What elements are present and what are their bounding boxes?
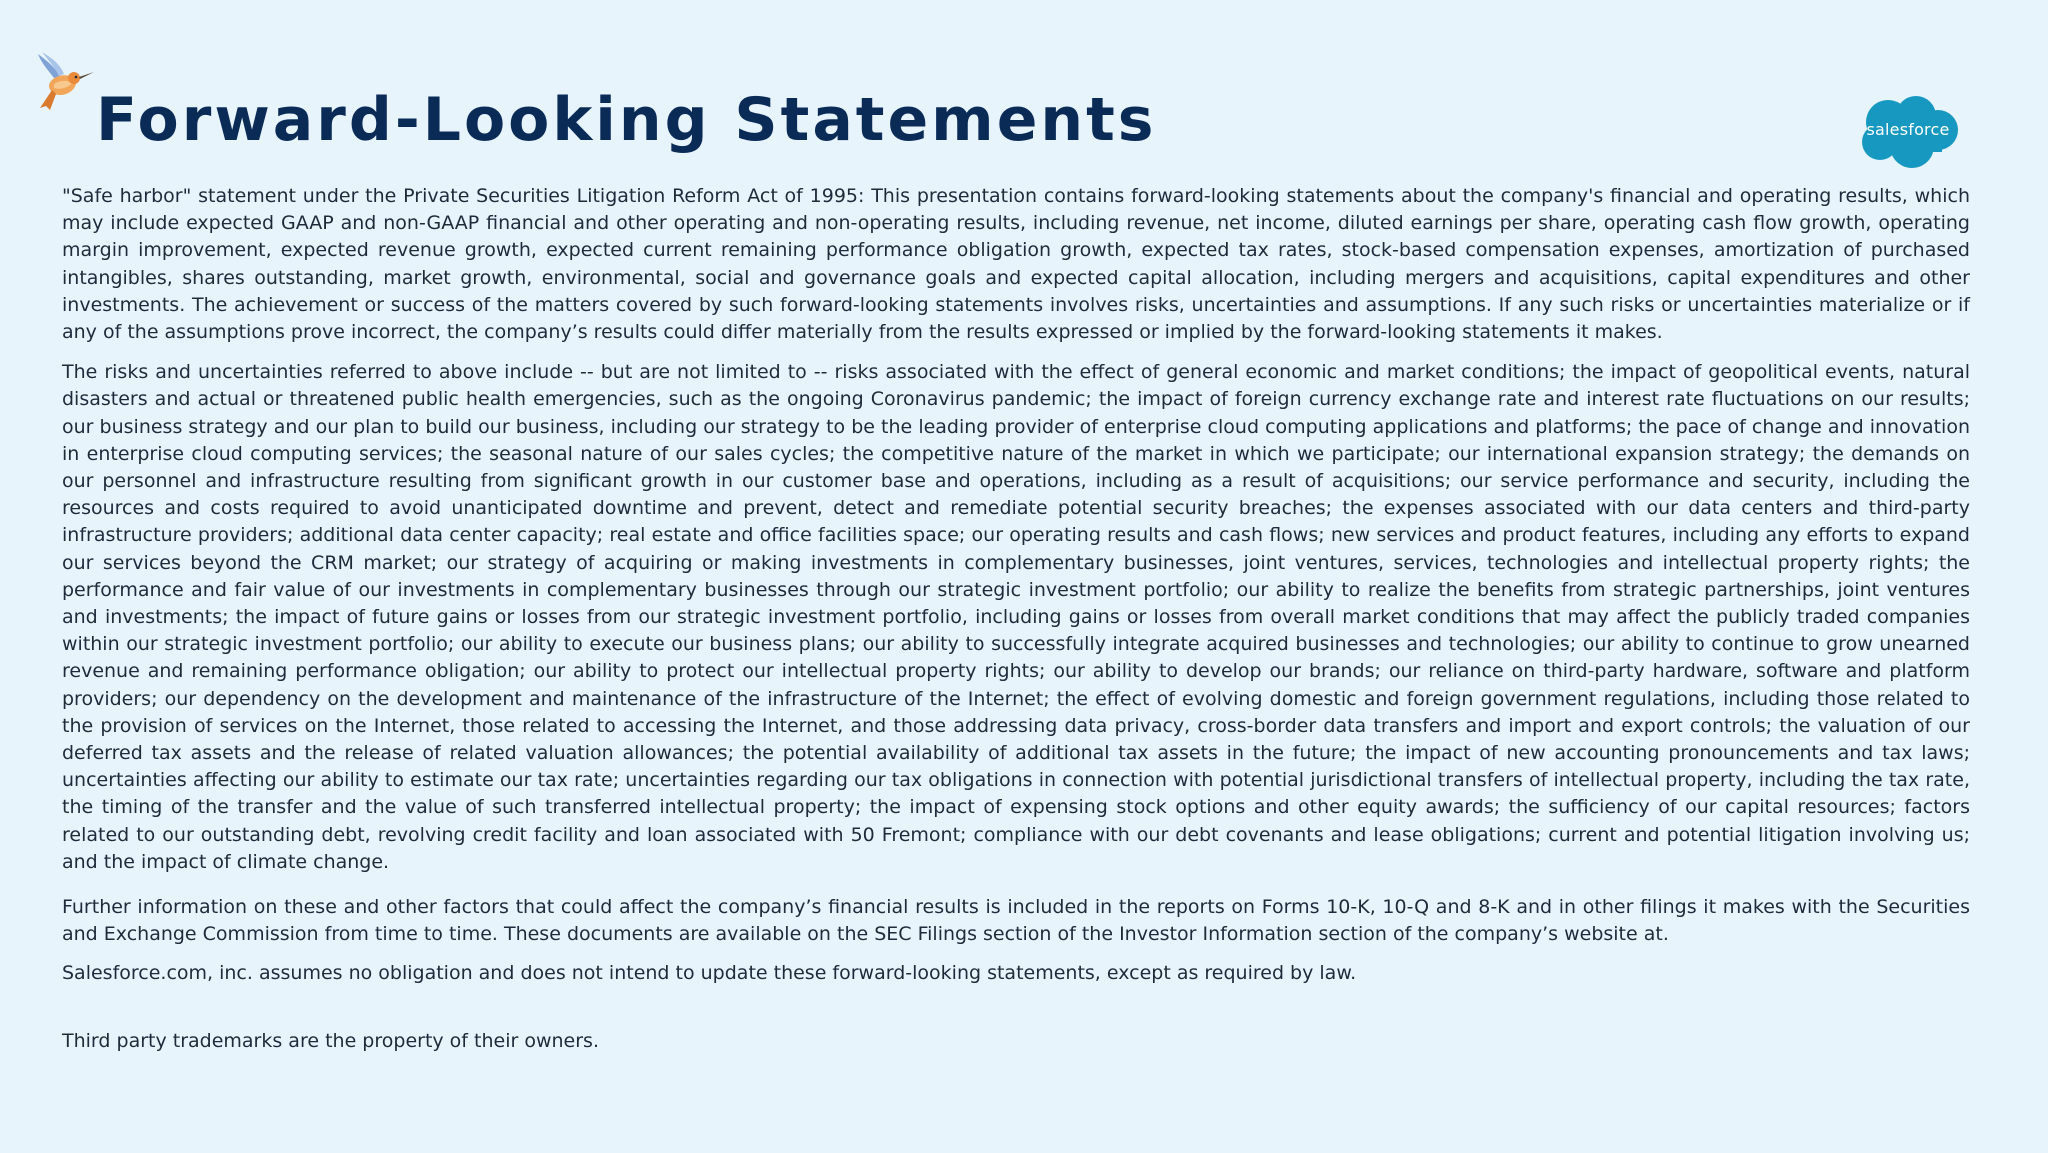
salesforce-logo: [1852, 92, 1964, 172]
hummingbird-icon: [32, 50, 100, 118]
safe-harbor-paragraph: "Safe harbor" statement under the Private Securities Litigation Reform Act of 1995: This presentation contains forward-looking statements about the company's financial and operating results, which may include expected GAAP and non-GAAP financial and other operating and non-operating results, including revenue, net income, diluted earnings per share, operating cash flow growth, operating margin improvement, expected revenue growth, expected current remaining performance obligation growth, expected tax rates, stock-based compensation expenses, amortization of purchased intangibles, shares outstanding, market growth, environmental, social and governance goals and expected capital allocation, including mergers and acquisitions, capital expenditures and other investments. The achievement or success of the matters covered by such forward-looking statements involves risks, uncertainties and assumptions. If any such risks or uncertainties materialize or if any of the assumptions prove incorrect, the company’s results could differ materially from the results expressed or implied by the forward-looking statements it makes.: [62, 185, 1970, 344]
further-information-paragraph: Further information on these and other factors that could affect the company’s financial results is included in the reports on Forms 10-K, 10-Q and 8-K and in other filings it makes with the Securities and Exchange Commission from time to time. These documents are available on the SEC Filings section of the Investor Information section of the company’s website at.: [62, 896, 1970, 946]
trademarks-paragraph: Third party trademarks are the property of their owners.: [62, 1029, 599, 1052]
no-obligation-paragraph: Salesforce.com, inc. assumes no obligation and does not intend to update these forward-looking statements, except as required by law.: [62, 962, 1357, 985]
logo-text: salesforce: [1866, 120, 1950, 139]
disclaimer-body: [62, 183, 1970, 1055]
page-title: Forward-Looking Statements: [96, 85, 1157, 155]
risks-paragraph: The risks and uncertainties referred to above include -- but are not limited to -- risks associated with the effect of general economic and market conditions; the impact of geopolitical events, natural disasters and actual or threatened public health emergencies, such as the ongoing Coronavirus pandemic; the impact of foreign currency exchange rate and interest rate fluctuations on our results; our business strategy and our plan to build our business, including our strategy to be the leading provider of enterprise cloud computing applications and platforms; the pace of change and innovation in enterprise cloud computing services; the seasonal nature of our sales cycles; the competitive nature of the market in which we participate; our international expansion strategy; the demands on our personnel and infrastructure resulting from significant growth in our customer base and operations, including as a result of acquisitions; our service performance and security, including the resources and costs required to avoid unanticipated downtime and prevent, detect and remediate potential security breaches; the expenses associated with our data centers and third-party infrastructure providers; additional data center capacity; real estate and office facilities space; our operating results and cash flows; new services and product features, including any efforts to expand our services beyond the CRM market; our strategy of acquiring or making investments in complementary businesses, joint ventures, services, technologies and intellectual property rights; the performance and fair value of our investments in complementary businesses through our strategic investment portfolio; our ability to realize the benefits from strategic partnerships, joint ventures and investments; the impact of future gains or losses from our strategic investment portfolio, including gains or losses from overall market conditions that may affect the publicly traded companies within our strategic investment portfolio; our ability to execute our business plans; our ability to successfully integrate acquired businesses and technologies; our ability to continue to grow unearned revenue and remaining performance obligation; our ability to protect our intellectual property rights; our ability to develop our brands; our reliance on third-party hardware, software and platform providers; our dependency on the development and maintenance of the infrastructure of the Internet; the effect of evolving domestic and foreign government regulations, including those related to the provision of services on the Internet, those related to accessing the Internet, and those addressing data privacy, cross-border data transfers and import and export controls; the valuation of our deferred tax assets and the release of related valuation allowances; the potential availability of additional tax assets in the future; the impact of new accounting pronouncements and tax laws; uncertainties affecting our ability to estimate our tax rate; uncertainties regarding our tax obligations in connection with potential jurisdictional transfers of intellectual property, including the tax rate, the timing of the transfer and the value of such transferred intellectual property; the impact of expensing stock options and other equity awards; the sufficiency of our capital resources; factors related to our outstanding debt, revolving credit facility and loan associated with 50 Fremont; compliance with our debt covenants and lease obligations; current and potential litigation involving us; and the impact of climate change.: [62, 361, 1970, 873]
